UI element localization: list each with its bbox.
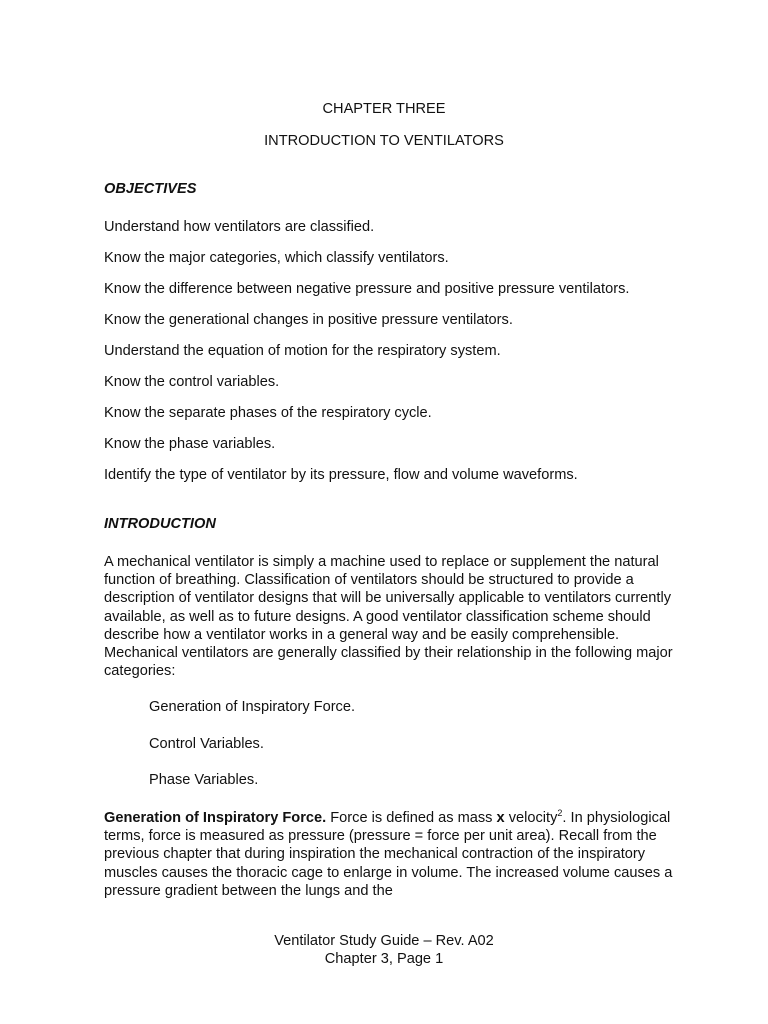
- objectives-heading: OBJECTIVES: [104, 181, 197, 197]
- objective-item: Know the phase variables.: [104, 436, 276, 452]
- objective-item: Understand how ventilators are classified.: [104, 219, 375, 235]
- generation-text-c: . In physiological terms, force is measured as pressure (pressure = force per unit area). Recall from the previous chapter that during inspiration the mechanical contraction of the inspiratory muscles causes the thoracic cage to enlarge in volume. The increased volume causes a pressure gradient between the lungs and the: [104, 810, 673, 899]
- objective-item: Understand the equation of motion for the respiratory system.: [104, 343, 501, 359]
- superscript: 2: [557, 808, 563, 818]
- chapter-title: INTRODUCTION TO VENTILATORS: [264, 133, 504, 149]
- objective-item: Know the major categories, which classify ventilators.: [104, 250, 449, 266]
- objective-item: Know the generational changes in positive pressure ventilators.: [104, 312, 513, 328]
- objective-item: Identify the type of ventilator by its pressure, flow and volume waveforms.: [104, 467, 578, 483]
- footer-page: Chapter 3, Page 1: [324, 951, 444, 967]
- objective-item: Know the difference between negative pressure and positive pressure ventilators.: [104, 281, 630, 297]
- chapter-label: CHAPTER THREE: [322, 101, 446, 117]
- footer-guide: Ventilator Study Guide – Rev. A02: [274, 933, 494, 949]
- generation-paragraph: [104, 809, 684, 900]
- objective-item: Know the separate phases of the respiratory cycle.: [104, 405, 432, 421]
- generation-text-b: velocity: [504, 810, 558, 826]
- category-item: Control Variables.: [149, 736, 264, 752]
- category-item: Phase Variables.: [149, 772, 259, 788]
- introduction-heading: INTRODUCTION: [104, 516, 216, 532]
- category-item: Generation of Inspiratory Force.: [149, 699, 356, 715]
- introduction-paragraph: A mechanical ventilator is simply a machine used to replace or supplement the natural function of breathing. Classification of ventilators should be structured to provide a description of ventilator designs that will be universally applicable to ventilators currently available, as well as to future designs. A good ventilator classification scheme should describe how a ventilator works in a general way and be easily comprehensible. Mechanical ventilators are generally classified by their relationship in the following major categories:: [104, 554, 673, 680]
- generation-text-a: Force is defined as mass: [326, 810, 497, 826]
- bold-x: x: [496, 810, 505, 826]
- generation-lead: Generation of Inspiratory Force.: [104, 810, 327, 826]
- objective-item: Know the control variables.: [104, 374, 280, 390]
